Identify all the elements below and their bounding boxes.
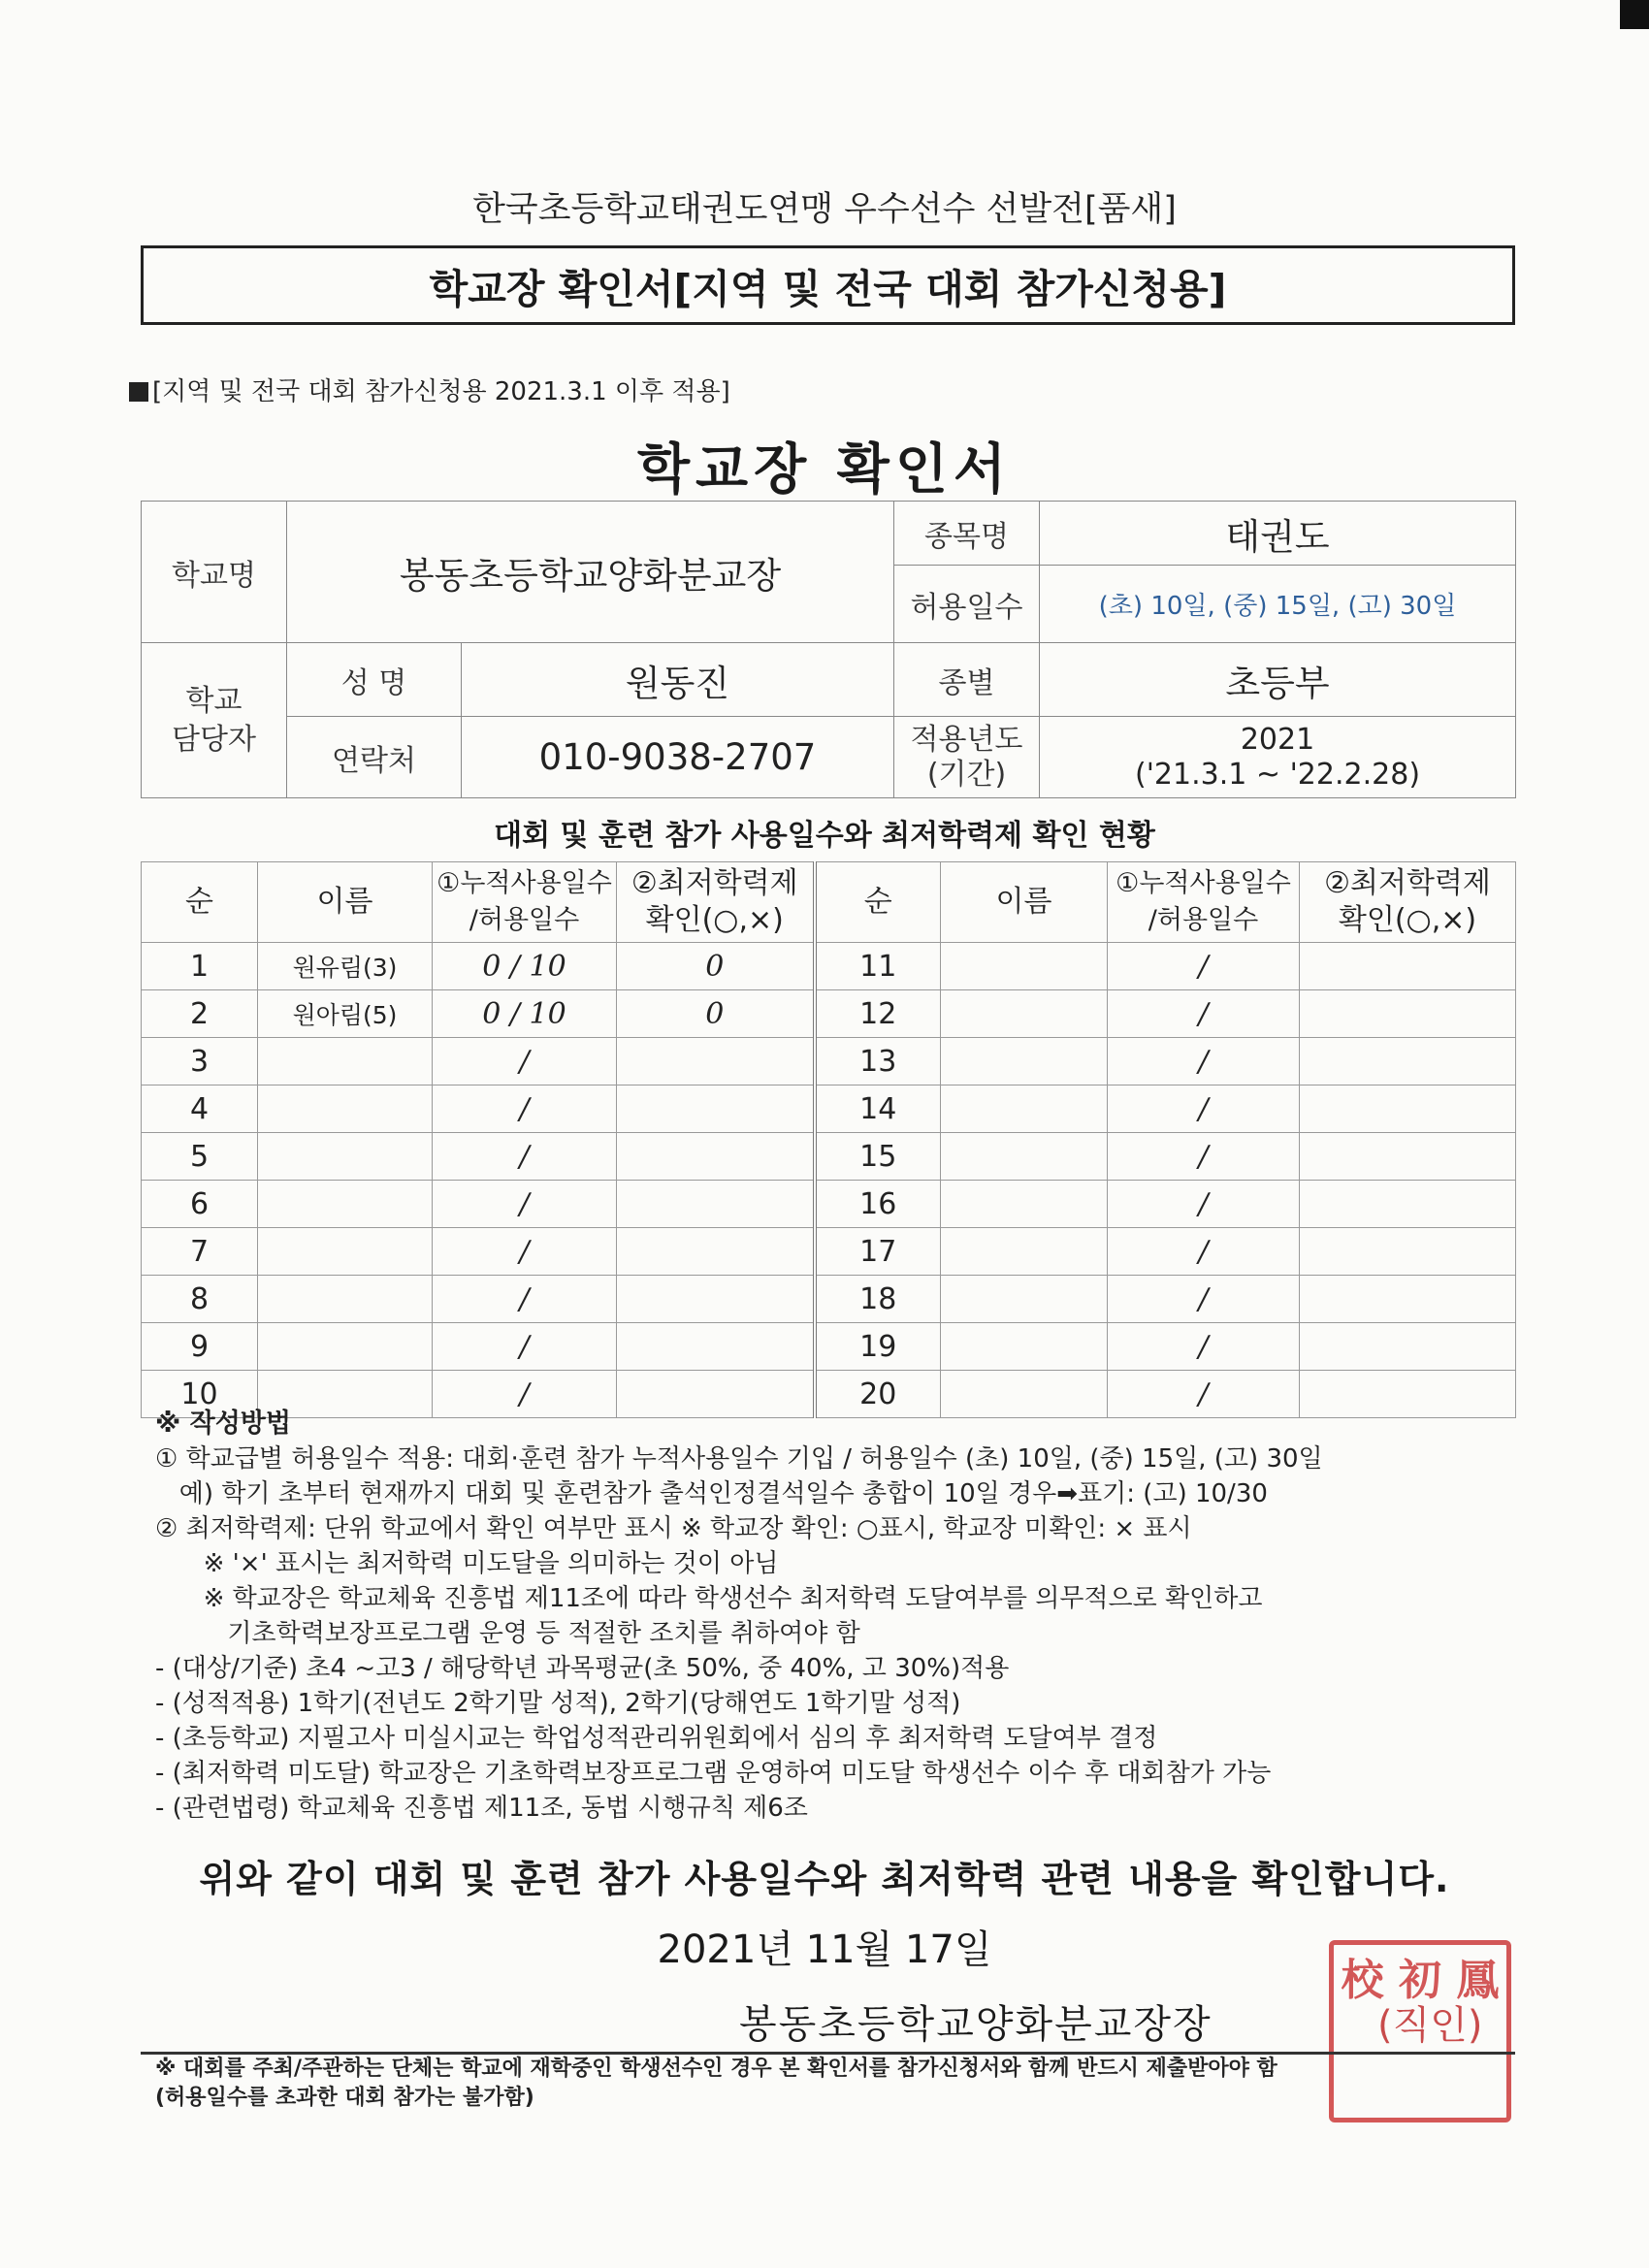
record-check [1300,1038,1516,1085]
apply-year-value: 2021 ('21.3.1 ~ '22.2.28) [1040,717,1516,798]
record-check [1300,1228,1516,1276]
record-days: / [1108,1133,1300,1181]
record-days: / [1108,1323,1300,1371]
record-days: / [1108,990,1300,1038]
record-check [1300,1276,1516,1323]
record-name [258,1038,433,1085]
record-check [1300,943,1516,990]
record-check [617,1276,815,1323]
records-table [141,861,1516,1418]
table-row [142,990,1516,1038]
record-no: 13 [815,1038,941,1085]
category-value: 초등부 [1040,643,1516,717]
header-name: 이름 [941,862,1108,943]
header-no: 순 [815,862,941,943]
school-name-value: 봉동초등학교양화분교장 [287,502,894,643]
instructions-lines [155,1442,1533,1826]
scan-corner-mark [1620,0,1649,29]
record-check [1300,1085,1516,1133]
instruction-line: - (최저학력 미도달) 학교장은 기초학력보장프로그램 운영하여 미도달 학생선수 이수 후 대회참가 가능 [155,1759,1272,1788]
record-name [941,1323,1108,1371]
seal-char: 鳳 [1456,1956,1500,2005]
record-no: 16 [815,1181,941,1228]
record-no: 17 [815,1228,941,1276]
instruction-line: ② 최저학력제: 단위 학교에서 확인 여부만 표시 ※ 학교장 확인: ○표시, 학교장 미확인: × 표시 [155,1514,1192,1543]
record-no: 14 [815,1085,941,1133]
record-check [1300,1133,1516,1181]
record-no: 15 [815,1133,941,1181]
record-check [617,1323,815,1371]
record-name [941,1038,1108,1085]
manager-name-label: 성 명 [287,643,462,717]
table-row [142,1181,1516,1228]
organization-line: 한국초등학교태권도연맹 우수선수 선발전[품새] [472,190,1177,229]
record-no: 7 [142,1228,258,1276]
record-name [941,990,1108,1038]
apply-year-label: 적용년도 (기간) [894,717,1040,798]
info-table [141,501,1516,798]
event-label: 종목명 [894,502,1040,566]
header-check: ②최저학력제 확인(○,×) [617,862,815,943]
record-no: 6 [142,1181,258,1228]
record-days: 0 / 10 [433,943,617,990]
instruction-line: ① 학교급별 허용일수 적용: 대회·훈련 참가 누적사용일수 기입 / 허용일수 (초) 10일, (중) 15일, (고) 30일 [155,1444,1323,1474]
record-no: 4 [142,1085,258,1133]
seal-char: 校 [1341,1956,1384,2005]
document-title: 학교장 확인서 [636,438,1013,502]
record-days: / [1108,1181,1300,1228]
table-row [142,1228,1516,1276]
record-name [258,1228,433,1276]
record-no: 3 [142,1038,258,1085]
record-check [617,1085,815,1133]
instruction-line: - (대상/기준) 초4 ~고3 / 해당학년 과목평균(초 50%, 중 40%, 고 30%)적용 [155,1654,1010,1683]
record-check [1300,990,1516,1038]
record-no: 18 [815,1276,941,1323]
header-no: 순 [142,862,258,943]
record-days: / [433,1276,617,1323]
record-name: 원아림(5) [258,990,433,1038]
document-box-title: 학교장 확인서[지역 및 전국 대회 참가신청용] [141,245,1515,325]
seal-label: (직인) [1377,2003,1483,2048]
record-name [941,1276,1108,1323]
record-check [617,1228,815,1276]
instruction-line: - (초등학교) 지필고사 미실시교는 학업성적관리위원회에서 심의 후 최저학력 도달여부 결정 [155,1724,1158,1753]
section-title: 대회 및 훈련 참가 사용일수와 최저학력제 확인 현황 [494,819,1155,853]
record-no: 12 [815,990,941,1038]
record-no: 2 [142,990,258,1038]
record-no: 1 [142,943,258,990]
table-row [142,1085,1516,1133]
table-row [142,1276,1516,1323]
record-name [941,1133,1108,1181]
table-row [142,1133,1516,1181]
record-name [258,1181,433,1228]
allowed-days-value: (초) 10일, (중) 15일, (고) 30일 [1040,566,1516,643]
event-value: 태권도 [1040,502,1516,566]
record-days: / [1108,1371,1300,1418]
record-no: 5 [142,1133,258,1181]
record-days: 0 / 10 [433,990,617,1038]
instruction-line: - (관련법령) 학교체육 진흥법 제11조, 동법 시행규칙 제6조 [155,1794,808,1823]
footnote [155,2055,1513,2113]
record-check [1300,1181,1516,1228]
allowed-days-label: 허용일수 [894,566,1040,643]
applies-note-text: [지역 및 전국 대회 참가신청용 2021.3.1 이후 적용] [152,377,730,406]
instruction-line: 예) 학기 초부터 현재까지 대회 및 훈련참가 출석인정결석일수 총합이 10일 경우➡표기: (고) 10/30 [155,1479,1268,1508]
header-days: ①누적사용일수 /허용일수 [1108,862,1300,943]
manager-name-value: 원동진 [462,643,894,717]
confirmation-statement: 위와 같이 대회 및 훈련 참가 사용일수와 최저학력 관련 내용을 확인합니다. [199,1858,1450,1900]
record-no: 10 [142,1371,258,1418]
record-days: / [1108,1228,1300,1276]
record-name [258,1085,433,1133]
record-check [617,1038,815,1085]
record-check [1300,1323,1516,1371]
table-row [142,1038,1516,1085]
record-days: / [433,1133,617,1181]
record-no: 11 [815,943,941,990]
table-row [142,1323,1516,1371]
record-name [258,1323,433,1371]
square-bullet-icon [129,382,148,402]
record-days: / [433,1323,617,1371]
record-name [258,1276,433,1323]
document-date: 2021년 11월 17일 [657,1928,992,1972]
applies-note [129,372,730,407]
record-name: 원유림(3) [258,943,433,990]
instruction-line: ※ '×' 표시는 최저학력 미도달을 의미하는 것이 아님 [155,1549,779,1578]
instructions-heading: ※ 작성방법 [155,1409,291,1439]
record-days: / [433,1085,617,1133]
record-days: / [1108,1038,1300,1085]
footnote-line: (허용일수를 초과한 대회 참가는 불가함) [155,2086,534,2110]
contact-label: 연락처 [287,717,462,798]
record-name [941,1228,1108,1276]
instruction-line: - (성적적용) 1학기(전년도 2학기말 성적), 2학기(당해연도 1학기말 성적) [155,1689,961,1718]
record-days: / [1108,1085,1300,1133]
record-days: / [433,1228,617,1276]
record-no: 9 [142,1323,258,1371]
instruction-line: ※ 학교장은 학교체육 진흥법 제11조에 따라 학생선수 최저학력 도달여부를 의무적으로 확인하고 [155,1584,1263,1613]
header-check: ②최저학력제 확인(○,×) [1300,862,1516,943]
record-no: 19 [815,1323,941,1371]
record-check: 0 [617,943,815,990]
record-name [941,943,1108,990]
contact-value: 010-9038-2707 [462,717,894,798]
record-name [258,1133,433,1181]
record-name [941,1085,1108,1133]
record-days: / [433,1038,617,1085]
table-row [142,943,1516,990]
seal-char: 初 [1398,1956,1441,2005]
record-days: / [1108,1276,1300,1323]
record-days: / [433,1371,617,1418]
instructions [155,1407,1533,1826]
principal-title: 봉동초등학교양화분교장장 [739,2002,1212,2047]
record-check [617,1181,815,1228]
footnote-line: ※ 대회를 주최/주관하는 단체는 학교에 재학중인 학생선수인 경우 본 확인서를 참가신청서와 함께 반드시 제출받아야 함 [155,2057,1277,2081]
header-days: ①누적사용일수 /허용일수 [433,862,617,943]
record-check [617,1133,815,1181]
instruction-line: 기초학력보장프로그램 운영 등 적절한 조치를 취하여야 함 [155,1619,860,1648]
record-no: 8 [142,1276,258,1323]
school-name-label: 학교명 [142,502,287,643]
school-manager-label: 학교 담당자 [142,643,287,798]
records-body [142,943,1516,1418]
record-no: 20 [815,1371,941,1418]
category-label: 종별 [894,643,1040,717]
record-name [941,1181,1108,1228]
record-days: / [1108,943,1300,990]
record-days: / [433,1181,617,1228]
header-name: 이름 [258,862,433,943]
record-check: 0 [617,990,815,1038]
